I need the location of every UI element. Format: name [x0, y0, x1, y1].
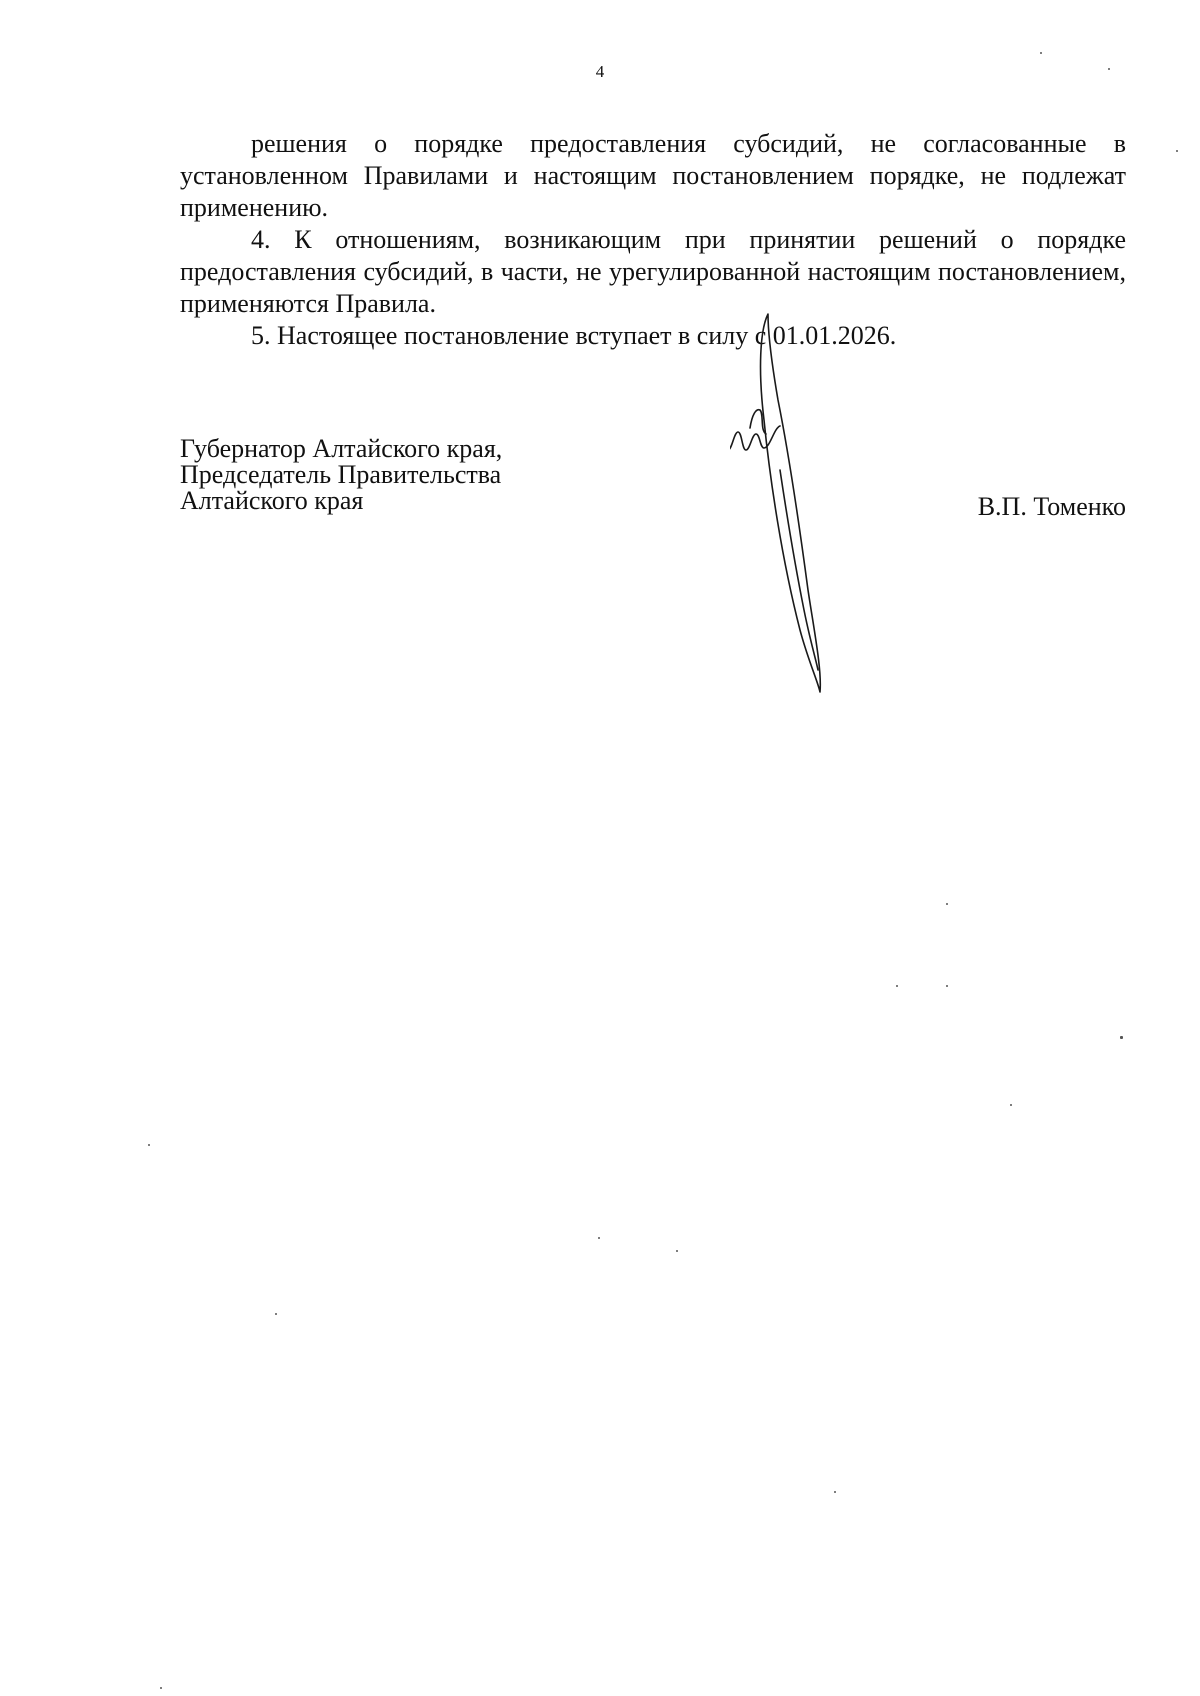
- handwritten-signature: [730, 310, 900, 710]
- scan-speck: [1108, 68, 1110, 70]
- scan-speck: [896, 985, 898, 987]
- scan-speck: [946, 903, 948, 905]
- page-number: 4: [595, 62, 605, 81]
- scan-speck: [1040, 52, 1042, 54]
- scan-speck: [834, 1491, 836, 1493]
- paragraph-item-5: 5. Настоящее постановление вступает в силу с 01.01.2026.: [251, 321, 897, 350]
- scan-speck: [148, 1144, 150, 1146]
- scan-speck: [676, 1250, 678, 1252]
- scan-speck: [946, 985, 948, 987]
- paragraph-continuation: решения о порядке предоставления субсидий, не согласованные в установленном Правилами и настоящим постановлением порядке, не подлежат применению.: [180, 129, 1126, 222]
- paragraph-item-4: 4. К отношениям, возникающим при принятии решений о порядке предоставления субсидий, в части, не урегулированной настоящим постановлением, применяются Правила.: [180, 225, 1126, 318]
- scan-speck: [160, 1687, 162, 1689]
- scan-speck: [1176, 150, 1178, 152]
- position-line-1: Губернатор Алтайского края,: [180, 434, 503, 463]
- signer-name: В.П. Томенко: [977, 492, 1126, 521]
- position-line-2: Председатель Правительства: [180, 460, 502, 489]
- scan-speck: [598, 1237, 600, 1239]
- document-body: [180, 128, 1126, 352]
- scan-speck: [275, 1313, 277, 1315]
- position-line-3: Алтайского края: [180, 486, 364, 515]
- scan-speck: [1120, 1036, 1123, 1039]
- signatory-position: [180, 436, 502, 514]
- scan-speck: [1010, 1104, 1012, 1106]
